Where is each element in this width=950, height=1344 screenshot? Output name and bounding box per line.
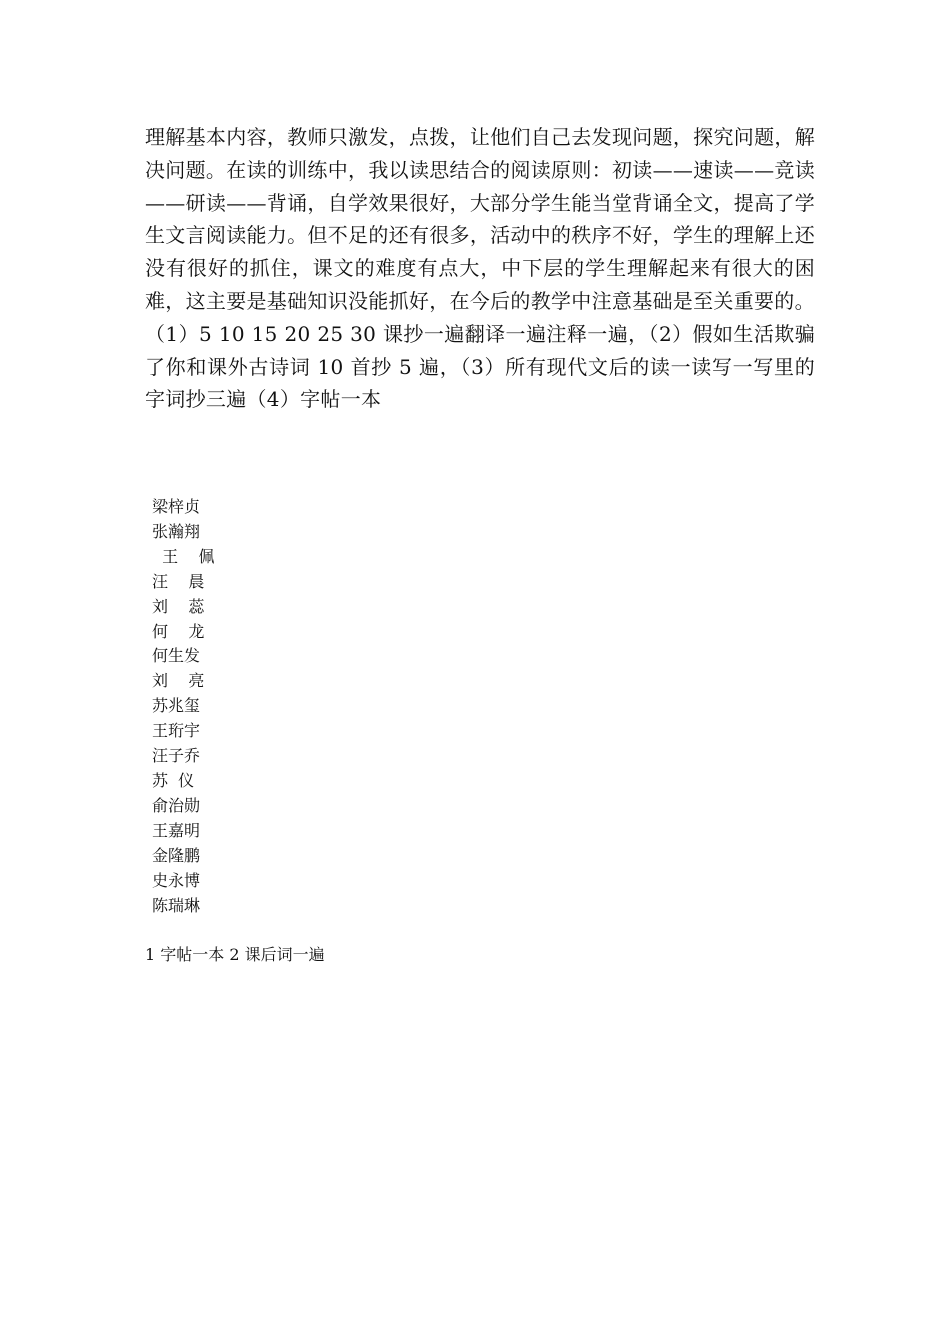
student-name: 史永博 (152, 870, 201, 890)
body-text (145, 121, 815, 416)
student-name: 刘 蕊 (152, 596, 205, 616)
student-name: 王 佩 (152, 546, 215, 566)
student-name: 汪子乔 (152, 746, 201, 766)
student-name: 金隆鹏 (152, 845, 201, 865)
reflection-paragraph: 理解基本内容，教师只激发，点拨，让他们自己去发现问题，探究问题，解决问题。在读的训练中，我以读思结合的阅读原则：初读——速读——竞读——研读——背诵，自学效果很好，大部分学生能当堂背诵全文，提高了学生文言阅读能力。但不足的还有很多，活动中的秩序不好，学生的理解上还没有很好的抓住，课文的难度有点大，中下层的学生理解起来有很大的困难，这主要是基础知识没能抓好，在今后的教学中注意基础是至关重要的。 (145, 125, 815, 313)
student-name: 王嘉明 (152, 820, 201, 840)
student-name: 何生发 (152, 646, 201, 666)
student-name: 汪 晨 (152, 571, 205, 591)
student-name: 张瀚翔 (152, 521, 201, 541)
student-name: 俞治勋 (152, 795, 201, 815)
student-name: 梁梓贞 (152, 497, 201, 516)
student-name: 苏兆玺 (152, 696, 201, 716)
homework-note: 1 字帖一本 2 课后词一遍 (145, 945, 325, 964)
student-name: 苏 仪 (152, 770, 195, 790)
student-name: 王珩宇 (152, 721, 201, 741)
student-name: 刘 亮 (152, 671, 205, 691)
student-name: 陈瑞琳 (152, 895, 201, 915)
homework-paragraph: （1）5 10 15 20 25 30 课抄一遍翻译一遍注释一遍，（2）假如生活欺骗了你和课外古诗词 10 首抄 5 遍，（3）所有现代文后的读一读写一写里的字词抄三遍（4）字帖一本 (145, 321, 815, 412)
student-name-list (152, 495, 215, 918)
student-name: 何 龙 (152, 621, 205, 641)
